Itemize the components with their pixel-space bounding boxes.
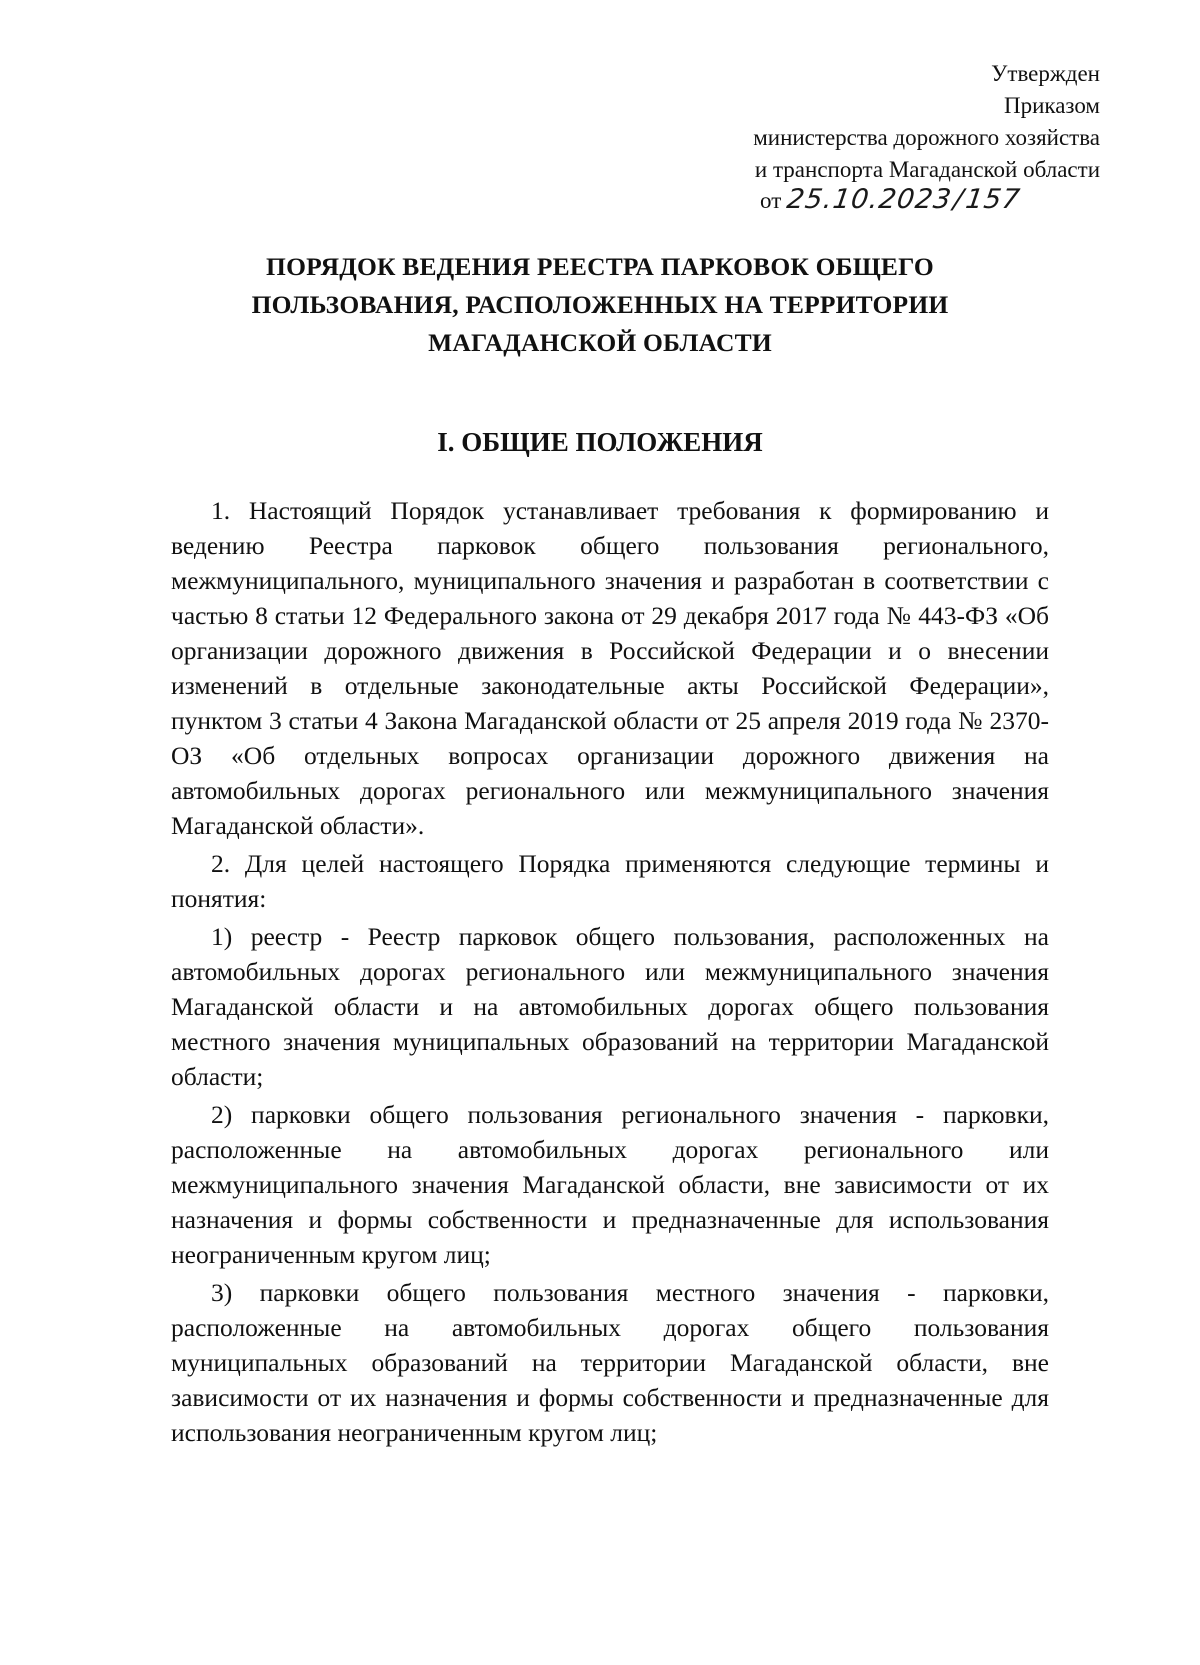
approval-line-approved: Утвержден bbox=[991, 61, 1100, 86]
document-body bbox=[171, 493, 1049, 1453]
section-heading: I. ОБЩИЕ ПОЛОЖЕНИЯ bbox=[437, 427, 763, 457]
paragraph-2: 2. Для целей настоящего Порядка применяются следующие термины и понятия: bbox=[171, 849, 1049, 913]
document-title bbox=[150, 248, 1050, 362]
handwritten-separator: / bbox=[951, 184, 966, 215]
paragraph-3: 1) реестр - Реестр парковок общего пользования, расположенных на автомобильных дорогах регионального или межмуниципального значения Магаданской области и на автомобильных дорогах общего пользования местного значения муниципальных образований на территории Магаданской области; bbox=[171, 922, 1049, 1091]
date-prefix: от bbox=[760, 188, 782, 213]
title-line-2: ПОЛЬЗОВАНИЯ, РАСПОЛОЖЕННЫХ НА ТЕРРИТОРИИ bbox=[251, 290, 949, 319]
handwritten-date: 25.10.2023 bbox=[784, 184, 954, 215]
approval-line-order: Приказом bbox=[1003, 93, 1100, 118]
title-line-1: ПОРЯДОК ВЕДЕНИЯ РЕЕСТРА ПАРКОВОК ОБЩЕГО bbox=[266, 252, 934, 281]
paragraph-1: 1. Настоящий Порядок устанавливает требования к формированию и ведению Реестра парковок общего пользования регионального, межмуниципального, муниципального значения и разработан в соответствии с частью 8 статьи 12 Федерального закона от 29 декабря 2017 года № 443-ФЗ «Об организации дорожного движения в Российской Федерации и о внесении изменений в отдельные законодательные акты Российской Федерации», пунктом 3 статьи 4 Закона Магаданской области от 25 апреля 2019 года № 2370-ОЗ «Об отдельных вопросах организации дорожного движения на автомобильных дорогах регионального или межмуниципального значения Магаданской области». bbox=[171, 496, 1049, 840]
handwritten-date-number bbox=[785, 184, 1023, 216]
approval-block bbox=[680, 58, 1100, 217]
approval-line-ministry: министерства дорожного хозяйства bbox=[753, 125, 1100, 150]
approval-date-line bbox=[680, 184, 1100, 217]
handwritten-number: 157 bbox=[963, 184, 1023, 215]
paragraph-4: 2) парковки общего пользования регионального значения - парковки, расположенные на автомобильных дорогах регионального или межмуниципального значения Магаданской области, вне зависимости от их назначения и формы собственности и предназначенные для использования неограниченным кругом лиц; bbox=[171, 1100, 1049, 1269]
paragraph-5: 3) парковки общего пользования местного значения - парковки, расположенные на автомобильных дорогах общего пользования муниципальных образований на территории Магаданской области, вне зависимости от их назначения и формы собственности и предназначенные для использования неограниченным кругом лиц; bbox=[171, 1278, 1049, 1447]
approval-line-transport: и транспорта Магаданской области bbox=[754, 157, 1100, 182]
title-line-3: МАГАДАНСКОЙ ОБЛАСТИ bbox=[428, 328, 772, 357]
